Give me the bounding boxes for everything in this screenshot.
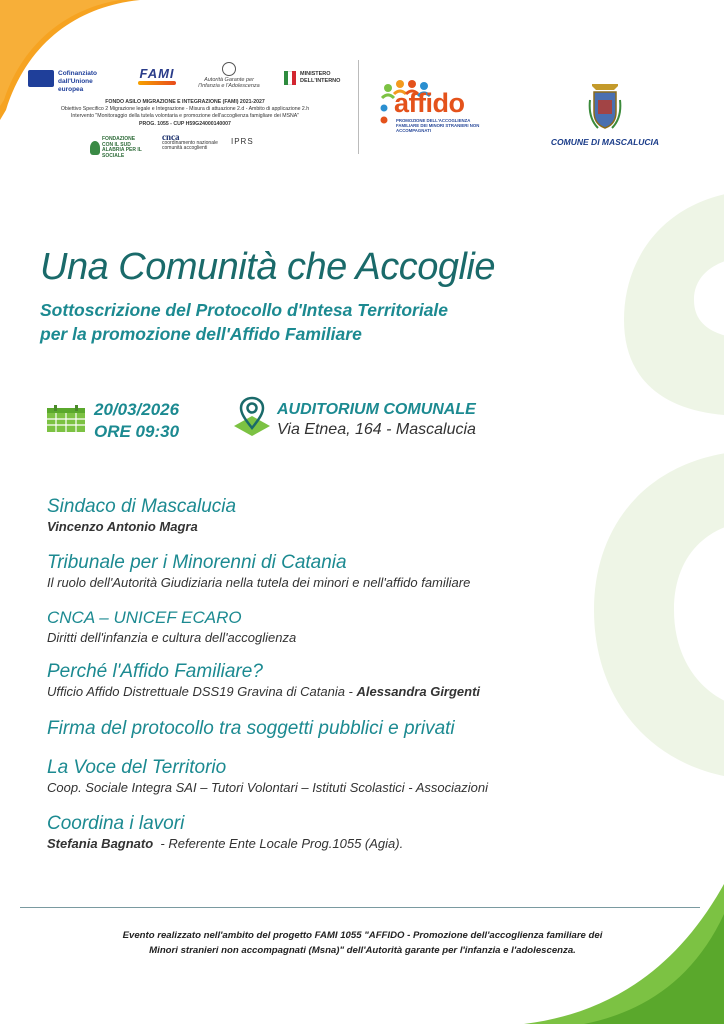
iprs-logo	[231, 137, 281, 146]
program-heading: CNCA – UNICEF ECARO	[47, 608, 242, 627]
program-heading: Firma del protocollo tra soggetti pubblici e privati	[47, 718, 455, 739]
program-item	[47, 552, 647, 592]
affido-subtitle: PROMOZIONE DELL'ACCOGLIENZA FAMILIARE DEI MINORI STRANIERI NON ACCOMPAGNATI	[396, 118, 480, 133]
calendar-icon	[46, 405, 86, 433]
footer-line: Evento realizzato nell'ambito del progetto FAMI 1055 "AFFIDO - Promozione dell'accoglienza familiare dei	[122, 930, 603, 941]
program-item	[47, 661, 647, 701]
emblem-icon	[222, 62, 236, 76]
comune-label: COMUNE DI MASCALUCIA	[550, 137, 660, 147]
eu-cofinanziato-label: Cofinanziato dall'Unione europea	[58, 70, 97, 93]
program-item	[47, 813, 647, 853]
footer-divider	[20, 907, 700, 908]
tree-icon	[90, 141, 100, 155]
program-detail: Coop. Sociale Integra SAI – Tutori Volontari – Istituti Scolastici - Associazioni	[47, 780, 488, 795]
program-detail: Diritti dell'infanzia e cultura dell'accoglienza	[47, 630, 297, 645]
background-eight-shape	[534, 190, 724, 910]
fami-bar-icon	[138, 81, 176, 85]
fami-logo	[132, 66, 182, 90]
program-detail: Ufficio Affido Distrettuale DSS19 Gravina di Catania -	[47, 684, 357, 699]
fund-line: PROG. 1055 - CUP H59G24000140007	[139, 120, 231, 127]
footer-line: Minori stranieri non accompagnati (Msna)" dell'Autorità garante per l'infanzia e l'adolescenza.	[149, 945, 576, 956]
affido-wordmark: affido	[394, 88, 465, 118]
fami-label: FAMI	[139, 66, 175, 81]
fondazione-logo	[90, 137, 150, 157]
program-speaker: Vincenzo Antonio Magra	[47, 519, 198, 534]
program-item	[47, 718, 647, 740]
program-heading: Sindaco di Mascalucia	[47, 496, 237, 517]
program-item	[47, 496, 647, 536]
fondazione-label: FONDAZIONE CON IL SUD ALABRIA PER IL SOCIALE	[102, 136, 142, 159]
event-date-block	[94, 399, 179, 443]
program-item	[47, 757, 647, 797]
page-title: Una Comunità che Accoglie	[40, 246, 496, 288]
page-subtitle	[40, 298, 480, 346]
subtitle-line: per la promozione dell'Affido Familiare	[40, 324, 362, 344]
program-speaker: Alessandra Girgenti	[356, 684, 481, 699]
event-place: AUDITORIUM COMUNALE	[277, 401, 476, 418]
cnca-label: coordinamento nazionale comunità accoglienti	[162, 139, 218, 151]
location-pin-icon	[232, 396, 272, 436]
program-item	[47, 607, 647, 647]
garante-logo	[196, 62, 262, 92]
mascalucia-crest-icon	[588, 78, 622, 130]
footer-note	[110, 928, 615, 958]
event-time: ORE 09:30	[94, 422, 180, 441]
subtitle-line: Sottoscrizione del Protocollo d'Intesa Territoriale	[40, 300, 449, 320]
program-detail: Il ruolo dell'Autorità Giudiziaria nella tutela dei minori e nell'affido familiare	[47, 575, 471, 590]
eu-flag-icon	[28, 70, 54, 87]
program-heading: Perché l'Affido Familiare?	[47, 661, 263, 682]
italian-flag-icon	[284, 71, 296, 85]
garante-label: Autorità Garante per l'Infanzia e l'Adolescenza	[198, 77, 260, 89]
program-heading: Coordina i lavori	[47, 813, 185, 834]
iprs-label: IPRS	[231, 137, 254, 146]
cnca-logo	[162, 132, 222, 152]
program-speaker: Stefania Bagnato	[47, 836, 154, 851]
cnca-word: cnca	[162, 132, 180, 142]
event-address: Via Etnea, 164 - Mascalucia	[277, 421, 476, 438]
event-date: 20/03/2026	[94, 400, 180, 419]
fund-line: Intervento "Monitoraggio della tutela volontaria e promozione dell'accoglienza famigliare dei MSNA"	[70, 113, 300, 120]
ministero-label: MINISTERO DELL'INTERNO	[300, 71, 341, 84]
program-heading: La Voce del Territorio	[47, 757, 227, 778]
header-divider	[358, 60, 359, 154]
program-heading: Tribunale per i Minorenni di Catania	[47, 552, 347, 573]
fund-line: Obiettivo Specifico 2 Migrazione legale e Integrazione - Misura di attuazione 2.d - Ambito di applicazione 2.h	[60, 106, 310, 113]
fund-line: FONDO ASILO MIGRAZIONE E INTEGRAZIONE (FAMI) 2021-2027	[105, 99, 265, 105]
program-detail: - Referente Ente Locale Prog.1055 (Agia).	[153, 836, 404, 851]
fund-info	[20, 99, 350, 128]
